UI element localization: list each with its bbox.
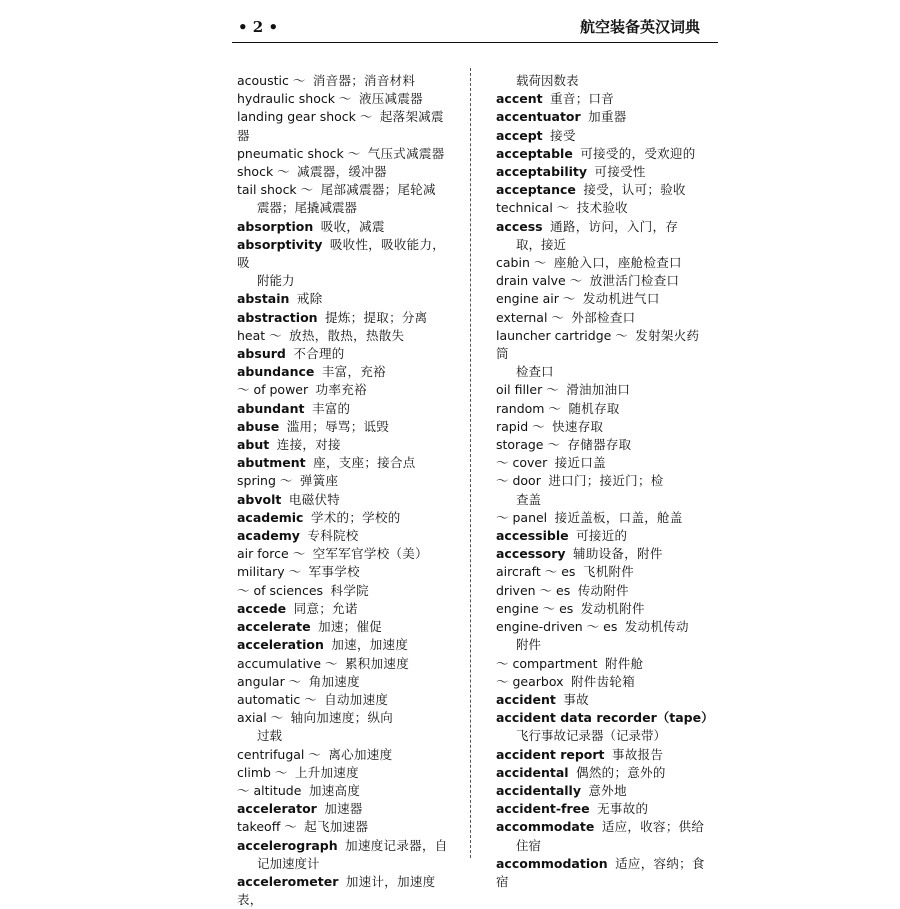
dictionary-entry bbox=[237, 181, 452, 217]
dictionary-entry bbox=[237, 163, 452, 181]
entry-definition: 发动机进气口 bbox=[582, 291, 660, 307]
entry-definition-continued: 飞行事故记录器（记录带） bbox=[516, 728, 667, 744]
dictionary-entry bbox=[237, 527, 452, 545]
entry-definition: 加速器 bbox=[324, 801, 363, 817]
dictionary-entry bbox=[237, 691, 452, 709]
entry-definition: 重音；口音 bbox=[550, 91, 615, 107]
entry-definition: 发动机附件 bbox=[580, 600, 645, 616]
entry-definition-continued: 取，接近 bbox=[516, 236, 567, 252]
entry-definition-continued: 附件 bbox=[516, 637, 542, 653]
dictionary-entry bbox=[237, 236, 452, 291]
entry-headword: academic bbox=[237, 509, 304, 525]
entry-subterm: ～ door bbox=[496, 473, 541, 489]
entry-definition: 附件舱 bbox=[605, 655, 644, 671]
entry-headword: accidentally bbox=[496, 782, 581, 798]
entry-headword: accident report bbox=[496, 746, 605, 762]
entry-subterm: ～ altitude bbox=[237, 782, 302, 798]
entry-definition: 累积加速度 bbox=[345, 655, 410, 671]
entry-headword: abundant bbox=[237, 400, 305, 416]
entry-subterm: shock ～ bbox=[237, 164, 290, 180]
entry-definition-continued: 记加速度计 bbox=[257, 855, 320, 871]
dictionary-entry bbox=[496, 327, 711, 382]
entry-definition: 滥用；辱骂；诋毁 bbox=[286, 418, 390, 434]
dictionary-entry bbox=[237, 145, 452, 163]
entry-subterm: landing gear shock ～ bbox=[237, 109, 373, 125]
dictionary-entry bbox=[496, 855, 711, 891]
dictionary-entry bbox=[496, 509, 711, 527]
dictionary-entry bbox=[237, 618, 452, 636]
right-column bbox=[496, 72, 714, 891]
entry-definition: 附件齿轮箱 bbox=[571, 673, 636, 689]
entry-definition: 随机存取 bbox=[568, 400, 620, 416]
dictionary-entry bbox=[496, 673, 711, 691]
entry-definition: 戒除 bbox=[296, 291, 323, 307]
entry-headword: accent bbox=[496, 91, 543, 107]
dictionary-entry bbox=[496, 764, 711, 782]
entry-headword: acceleration bbox=[237, 637, 324, 653]
dictionary-entry bbox=[237, 563, 452, 581]
dictionary-entry bbox=[496, 709, 714, 745]
entry-subterm: ～ of power bbox=[237, 382, 309, 398]
entry-subterm: angular ～ bbox=[237, 673, 302, 689]
dictionary-entry bbox=[496, 381, 711, 399]
dictionary-entry bbox=[496, 400, 711, 418]
entry-headword: abutment bbox=[237, 455, 306, 471]
column-divider bbox=[470, 68, 471, 858]
dictionary-entry bbox=[496, 563, 711, 581]
entry-subterm: heat ～ bbox=[237, 327, 282, 343]
dictionary-entry bbox=[237, 818, 452, 836]
entry-definition: 滑油加油口 bbox=[566, 382, 631, 398]
entry-definition-continued: 查盖 bbox=[516, 491, 542, 507]
dictionary-entry bbox=[237, 764, 452, 782]
entry-subterm: aircraft ～ es bbox=[496, 564, 576, 580]
entry-subterm: ～ gearbox bbox=[496, 673, 564, 689]
dictionary-entry bbox=[237, 290, 452, 308]
entry-subterm: hydraulic shock ～ bbox=[237, 91, 352, 107]
entry-subterm: axial ～ bbox=[237, 710, 284, 726]
entry-headword: accident bbox=[496, 691, 556, 707]
entry-definition: 加速，加速度 bbox=[331, 637, 409, 653]
dictionary-entry bbox=[496, 782, 711, 800]
entry-definition: 座，支座；接合点 bbox=[313, 455, 416, 471]
dictionary-entry bbox=[496, 127, 711, 145]
entry-subterm: random ～ bbox=[496, 400, 561, 416]
dictionary-entry bbox=[496, 454, 711, 472]
entry-definition: 接受，认可；验收 bbox=[583, 182, 686, 198]
entry-definition-continued: 载荷因数表 bbox=[516, 73, 579, 88]
dictionary-entry bbox=[237, 472, 452, 490]
entry-definition: 接近盖板，口盖，舱盖 bbox=[554, 509, 683, 525]
entry-definition: 适应，收容；供给 bbox=[601, 819, 705, 835]
entry-definition: 消音器；消音材料 bbox=[312, 73, 416, 88]
dictionary-entry bbox=[237, 400, 452, 418]
dictionary-entry bbox=[237, 709, 452, 745]
entry-definition: 吸收，减震 bbox=[320, 218, 385, 234]
entry-headword: abstraction bbox=[237, 309, 318, 325]
entry-definition: 丰富的 bbox=[311, 400, 351, 416]
dictionary-entry bbox=[237, 673, 452, 691]
entry-headword: accident data recorder（tape） bbox=[496, 710, 714, 726]
entry-subterm: launcher cartridge ～ bbox=[496, 327, 628, 343]
entry-definition: 外部检查口 bbox=[571, 309, 636, 325]
dictionary-entry bbox=[496, 472, 711, 508]
entry-definition-continued: 检查口 bbox=[516, 364, 554, 380]
dictionary-entry bbox=[496, 527, 711, 545]
dictionary-entry bbox=[496, 181, 711, 199]
entry-headword: accelerator bbox=[237, 801, 317, 817]
entry-headword: abundance bbox=[237, 364, 315, 380]
dictionary-entry bbox=[237, 218, 452, 236]
dictionary-entry bbox=[237, 381, 452, 399]
entry-definition: 轴向加速度；纵向 bbox=[290, 710, 394, 726]
entry-definition: 无事故的 bbox=[597, 801, 649, 817]
dictionary-entry bbox=[237, 600, 452, 618]
entry-definition: 偶然的；意外的 bbox=[576, 764, 666, 780]
entry-definition: 存储器存取 bbox=[567, 437, 632, 453]
entry-headword: accentuator bbox=[496, 109, 581, 125]
dictionary-entry bbox=[496, 72, 711, 90]
dictionary-entry bbox=[237, 509, 452, 527]
entry-definition: 进口门；接近门；检 bbox=[548, 473, 664, 489]
entry-definition: 军事学校 bbox=[308, 564, 360, 580]
entry-definition: 离心加速度 bbox=[328, 746, 393, 762]
entry-headword: absorptivity bbox=[237, 236, 323, 252]
dictionary-entry bbox=[237, 491, 452, 509]
entry-definition: 飞机附件 bbox=[582, 564, 635, 580]
entry-definition-continued: 附能力 bbox=[257, 273, 295, 289]
entry-definition: 不合理的 bbox=[293, 346, 345, 362]
entry-headword: accident-free bbox=[496, 801, 590, 817]
dictionary-entry bbox=[237, 309, 452, 327]
entry-definition: 座舱入口，座舱检查口 bbox=[553, 255, 682, 271]
entry-subterm: ～ compartment bbox=[496, 655, 598, 671]
entry-definition: 减震器，缓冲器 bbox=[297, 164, 387, 180]
entry-definition-continued: 震器；尾撬减震器 bbox=[257, 200, 358, 216]
dictionary-entry bbox=[496, 418, 711, 436]
entry-definition: 传动附件 bbox=[577, 582, 629, 598]
entry-definition: 起飞加速器 bbox=[304, 819, 369, 835]
entry-definition: 连接，对接 bbox=[276, 437, 341, 453]
dictionary-entry bbox=[496, 818, 711, 854]
entry-headword: accommodate bbox=[496, 819, 595, 835]
dictionary-entry bbox=[496, 90, 711, 108]
entry-headword: accessible bbox=[496, 528, 569, 544]
entry-subterm: tail shock ～ bbox=[237, 182, 314, 198]
entry-definition: 可接近的 bbox=[576, 528, 628, 544]
entry-definition: 放泄活门检查口 bbox=[589, 273, 680, 289]
entry-headword: accelerometer bbox=[237, 873, 339, 889]
entry-subterm: ～ panel bbox=[496, 509, 548, 525]
entry-subterm: storage ～ bbox=[496, 437, 560, 453]
entry-headword: accessory bbox=[496, 546, 566, 562]
entry-definition: 快速存取 bbox=[552, 418, 604, 434]
entry-definition: 空军军官学校（美） bbox=[312, 546, 428, 562]
dictionary-entry bbox=[496, 600, 711, 618]
entry-definition: 丰富，充裕 bbox=[321, 364, 386, 380]
entry-subterm: ～ of sciences bbox=[237, 582, 324, 598]
entry-subterm: technical ～ bbox=[496, 200, 570, 216]
dictionary-entry bbox=[237, 454, 452, 472]
entry-definition: 接近口盖 bbox=[554, 455, 606, 471]
entry-definition: 起落架减震器 bbox=[237, 109, 444, 143]
entry-headword: abuse bbox=[237, 418, 280, 434]
entry-definition: 提炼；提取；分离 bbox=[325, 309, 428, 325]
entry-headword: acceptable bbox=[496, 145, 573, 161]
entry-headword: abut bbox=[237, 437, 270, 453]
entry-definition: 发射架火药筒 bbox=[496, 327, 700, 362]
entry-definition: 功率充裕 bbox=[315, 382, 367, 398]
entry-definition-continued: 住宿 bbox=[516, 837, 542, 853]
dictionary-entry bbox=[237, 363, 452, 381]
dictionary-entry bbox=[496, 582, 711, 600]
entry-subterm: acoustic ～ bbox=[237, 73, 306, 88]
dictionary-entry bbox=[496, 618, 711, 654]
entry-subterm: engine ～ es bbox=[496, 600, 574, 616]
entry-definition: 发动机传动 bbox=[624, 619, 689, 635]
dictionary-entry bbox=[237, 746, 452, 764]
dictionary-entry bbox=[237, 636, 452, 654]
dictionary-entry bbox=[496, 290, 711, 308]
entry-subterm: driven ～ es bbox=[496, 582, 571, 598]
entry-definition: 专科院校 bbox=[307, 528, 359, 544]
entry-headword: accommodation bbox=[496, 855, 608, 871]
entry-subterm: external ～ bbox=[496, 309, 564, 325]
entry-definition: 加重器 bbox=[588, 109, 627, 125]
entry-subterm: rapid ～ bbox=[496, 418, 545, 434]
entry-headword: absurd bbox=[237, 346, 286, 362]
dictionary-entry bbox=[237, 582, 452, 600]
entry-definition: 加速高度 bbox=[308, 782, 361, 798]
entry-definition: 放热，散热，热散失 bbox=[289, 327, 405, 343]
entry-definition: 电磁伏特 bbox=[288, 491, 341, 507]
entry-definition: 气压式减震器 bbox=[367, 145, 445, 161]
entry-headword: abstain bbox=[237, 291, 290, 307]
left-column bbox=[237, 72, 452, 909]
entry-subterm: pneumatic shock ～ bbox=[237, 145, 361, 161]
dictionary-entry bbox=[237, 108, 452, 144]
dictionary-entry bbox=[237, 837, 452, 873]
dictionary-entry bbox=[496, 746, 711, 764]
entry-subterm: climb ～ bbox=[237, 764, 288, 780]
entry-definition: 事故报告 bbox=[612, 746, 664, 762]
entry-definition: 液压减震器 bbox=[358, 91, 423, 107]
entry-definition: 学术的；学校的 bbox=[310, 509, 401, 525]
entry-definition: 吸收性，吸收能力，吸 bbox=[237, 236, 446, 271]
dictionary-entry bbox=[496, 254, 711, 272]
entry-definition: 加速；催促 bbox=[318, 619, 383, 635]
dictionary-entry bbox=[237, 873, 452, 909]
dictionary-entry bbox=[237, 345, 452, 363]
entry-headword: acceptance bbox=[496, 182, 576, 198]
entry-subterm: accumulative ～ bbox=[237, 655, 338, 671]
dictionary-entry bbox=[237, 800, 452, 818]
entry-definition: 上升加速度 bbox=[294, 764, 359, 780]
entry-definition: 辅助设备，附件 bbox=[573, 546, 663, 562]
dictionary-entry bbox=[237, 90, 452, 108]
entry-definition: 技术验收 bbox=[576, 200, 628, 216]
entry-definition: 加速计，加速度表， bbox=[237, 873, 436, 908]
entry-subterm: military ～ bbox=[237, 564, 302, 580]
entry-headword: accept bbox=[496, 127, 543, 143]
entry-definition: 弹簧座 bbox=[299, 473, 339, 489]
entry-subterm: automatic ～ bbox=[237, 691, 317, 707]
entry-definition: 尾部减震器；尾轮减 bbox=[320, 182, 436, 198]
entry-definition: 加速度记录器，自 bbox=[345, 837, 448, 853]
entry-subterm: centrifugal ～ bbox=[237, 746, 321, 762]
entry-subterm: cabin ～ bbox=[496, 255, 547, 271]
dictionary-entry bbox=[496, 163, 711, 181]
entry-definition-continued: 过载 bbox=[257, 728, 283, 744]
dictionary-entry bbox=[496, 199, 711, 217]
entry-subterm: oil filler ～ bbox=[496, 382, 559, 398]
entry-headword: accede bbox=[237, 600, 287, 616]
entry-headword: accidental bbox=[496, 764, 569, 780]
dictionary-entry bbox=[496, 800, 711, 818]
entry-headword: access bbox=[496, 218, 543, 234]
dictionary-entry bbox=[237, 782, 452, 800]
dictionary-entry bbox=[237, 418, 452, 436]
entry-definition: 事故 bbox=[563, 691, 589, 707]
entry-definition: 同意；允诺 bbox=[293, 600, 358, 616]
entry-definition: 自动加速度 bbox=[324, 691, 389, 707]
entry-definition: 科学院 bbox=[330, 582, 369, 598]
entry-subterm: air force ～ bbox=[237, 546, 306, 562]
header-rule bbox=[232, 42, 718, 43]
dictionary-entry bbox=[237, 436, 452, 454]
entry-headword: acceptability bbox=[496, 164, 588, 180]
dictionary-entry bbox=[496, 272, 711, 290]
entry-subterm: drain valve ～ bbox=[496, 273, 583, 289]
entry-subterm: engine-driven ～ es bbox=[496, 619, 618, 635]
dictionary-entry bbox=[237, 545, 452, 563]
entry-headword: absorption bbox=[237, 218, 314, 234]
dictionary-entry bbox=[496, 655, 711, 673]
entry-headword: accelerate bbox=[237, 619, 311, 635]
entry-definition: 接受 bbox=[550, 127, 576, 143]
dictionary-entry bbox=[237, 327, 452, 345]
running-title: 航空装备英汉词典 bbox=[580, 18, 701, 36]
dictionary-entry bbox=[237, 655, 452, 673]
dictionary-entry bbox=[496, 145, 711, 163]
entry-subterm: ～ cover bbox=[496, 455, 548, 471]
entry-definition: 通路，访问，入门，存 bbox=[550, 218, 679, 234]
entry-definition: 意外地 bbox=[588, 782, 627, 798]
entry-subterm: takeoff ～ bbox=[237, 819, 297, 835]
entry-definition: 可接受的，受欢迎的 bbox=[580, 145, 696, 161]
entry-definition: 角加速度 bbox=[308, 673, 360, 689]
dictionary-entry bbox=[496, 108, 711, 126]
entry-headword: academy bbox=[237, 528, 300, 544]
entry-subterm: engine air ～ bbox=[496, 291, 576, 307]
page-number: • 2 • bbox=[238, 18, 279, 36]
dictionary-entry bbox=[496, 691, 711, 709]
entry-subterm: spring ～ bbox=[237, 473, 293, 489]
dictionary-entry bbox=[237, 72, 452, 90]
dictionary-entry bbox=[496, 309, 711, 327]
entry-definition: 适应，容纳；食宿 bbox=[496, 855, 705, 889]
entry-headword: accelerograph bbox=[237, 837, 338, 853]
entry-definition: 可接受性 bbox=[594, 164, 646, 180]
entry-headword: abvolt bbox=[237, 491, 282, 507]
dictionary-entry bbox=[496, 545, 711, 563]
dictionary-entry bbox=[496, 436, 711, 454]
dictionary-entry bbox=[496, 218, 711, 254]
